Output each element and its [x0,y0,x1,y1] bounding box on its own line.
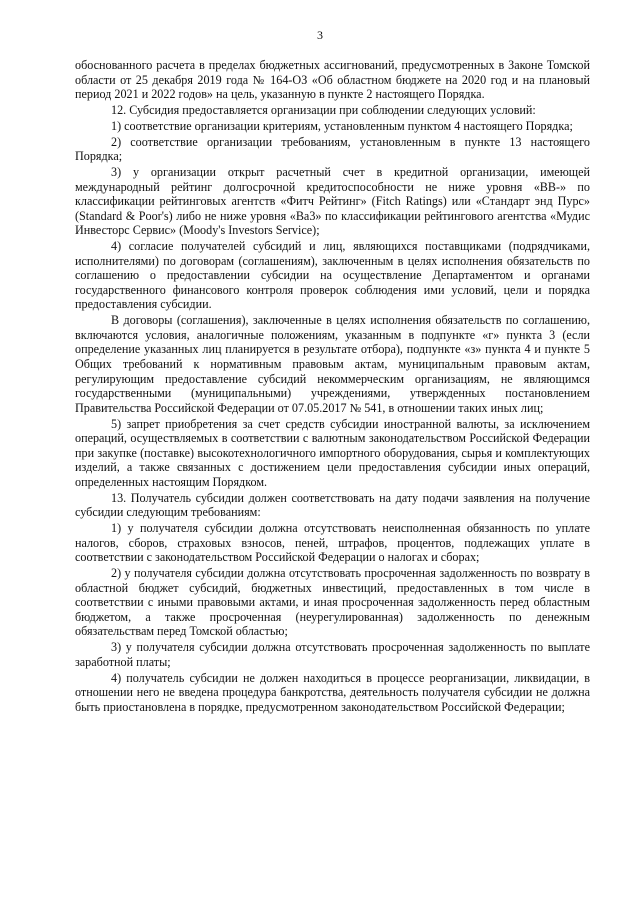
page-number: 3 [317,28,323,42]
paragraph-12-item-2: 2) соответствие организации требованиям, установленным в пункте 13 настоящего Порядка; [75,134,590,164]
document-body [75,58,590,716]
paragraph-12-conditions: 12. Субсидия предоставляется организации при соблюдении следующих условий: [111,102,536,117]
paragraph-12-item-3: 3) у организации открыт расчетный счет в кредитной организации, имеющей международный рейтинг долгосрочной кредитоспособности не ниже уровня «BB-» по классификации рейтинговых агентств «Фитч Рейтинг» (Fitch Ratings) или «Стандарт энд Пурс» (Standard & Poor's) либо не ниже уровня «Ba3» по классификации рейтингового агентства «Мудис Инвесторс Сервис» (Moody's Investors Service); [75,164,590,238]
paragraph-13-item-1: 1) у получателя субсидии должна отсутствовать неисполненная обязанность по уплате налогов, сборов, страховых взносов, пеней, штрафов, процентов, подлежащих уплате в соответствии с законодательством Российской Федерации о налогах и сборах; [75,521,590,565]
paragraph-13-requirements: 13. Получатель субсидии должен соответствовать на дату подачи заявления на получение субсидии следующим требованиям: [75,490,590,520]
paragraph-13-item-4: 4) получатель субсидии не должен находиться в процессе реорганизации, ликвидации, в отношении него не введена процедура банкротства, деятельность получателя субсидии не должна быть приостановлена в порядке, предусмотренном законодательством Российской Федерации; [75,670,590,714]
paragraph-13-item-3: 3) у получателя субсидии должна отсутствовать просроченная задолженность по выплате заработной платы; [75,640,590,669]
paragraph-contracts: В договоры (соглашения), заключенные в целях исполнения обязательств по соглашению, включаются условия, аналогичные положениям, указанным в подпункте «г» пункта 3 (если определение указанных лиц планируется в результате отбора), подпункте «з» пункта 4 и пункте 5 Общих требований к нормативным правовым актам, муниципальным правовым актам, регулирующим предоставление субсидий некоммерческим организациям, не являющимся государственными (муниципальными) учреждениями, утвержденных постановлением Правительства Российской Федерации от 07.05.2017 № 541, в отношении таких иных лиц; [75,313,590,415]
paragraph-12-item-5: 5) запрет приобретения за счет средств субсидии иностранной валюты, за исключением операций, осуществляемых в соответствии с валютным законодательством Российской Федерации при закупке (поставке) высокотехнологичного импортного оборудования, сырья и комплектующих изделий, а также связанных с достижением цели предоставления субсидии иных операций, определенных настоящим Порядком. [75,416,590,489]
paragraph-budget-basis: обоснованного расчета в пределах бюджетных ассигнований, предусмотренных в Законе Томской области от 25 декабря 2019 года № 164-ОЗ «Об областном бюджете на 2020 год и на плановый период 2021 и 2022 годов» на цель, указанную в пункте 2 настоящего Порядка. [75,58,590,102]
paragraph-12-item-1: 1) соответствие организации критериям, установленным пунктом 4 настоящего Порядка; [111,118,573,133]
paragraph-12-item-4: 4) согласие получателей субсидий и лиц, являющихся поставщиками (подрядчиками, исполнителями) по договорам (соглашениям), заключенным в целях исполнения обязательств по соглашению о предоставлении субсидии на осуществление Департаментом и органами государственного финансового контроля проверок соблюдения ими условий, цели и порядка предоставления субсидии. [75,239,590,312]
paragraph-13-item-2: 2) у получателя субсидии должна отсутствовать просроченная задолженность по возврату в областной бюджет субсидий, бюджетных инвестиций, предоставленных в том числе в соответствии с иными правовыми актами, и иная просроченная задолженность перед областным бюджетом, а также просроченная (неурегулированная) задолженность по денежным обязательствам перед Томской областью; [75,566,590,639]
